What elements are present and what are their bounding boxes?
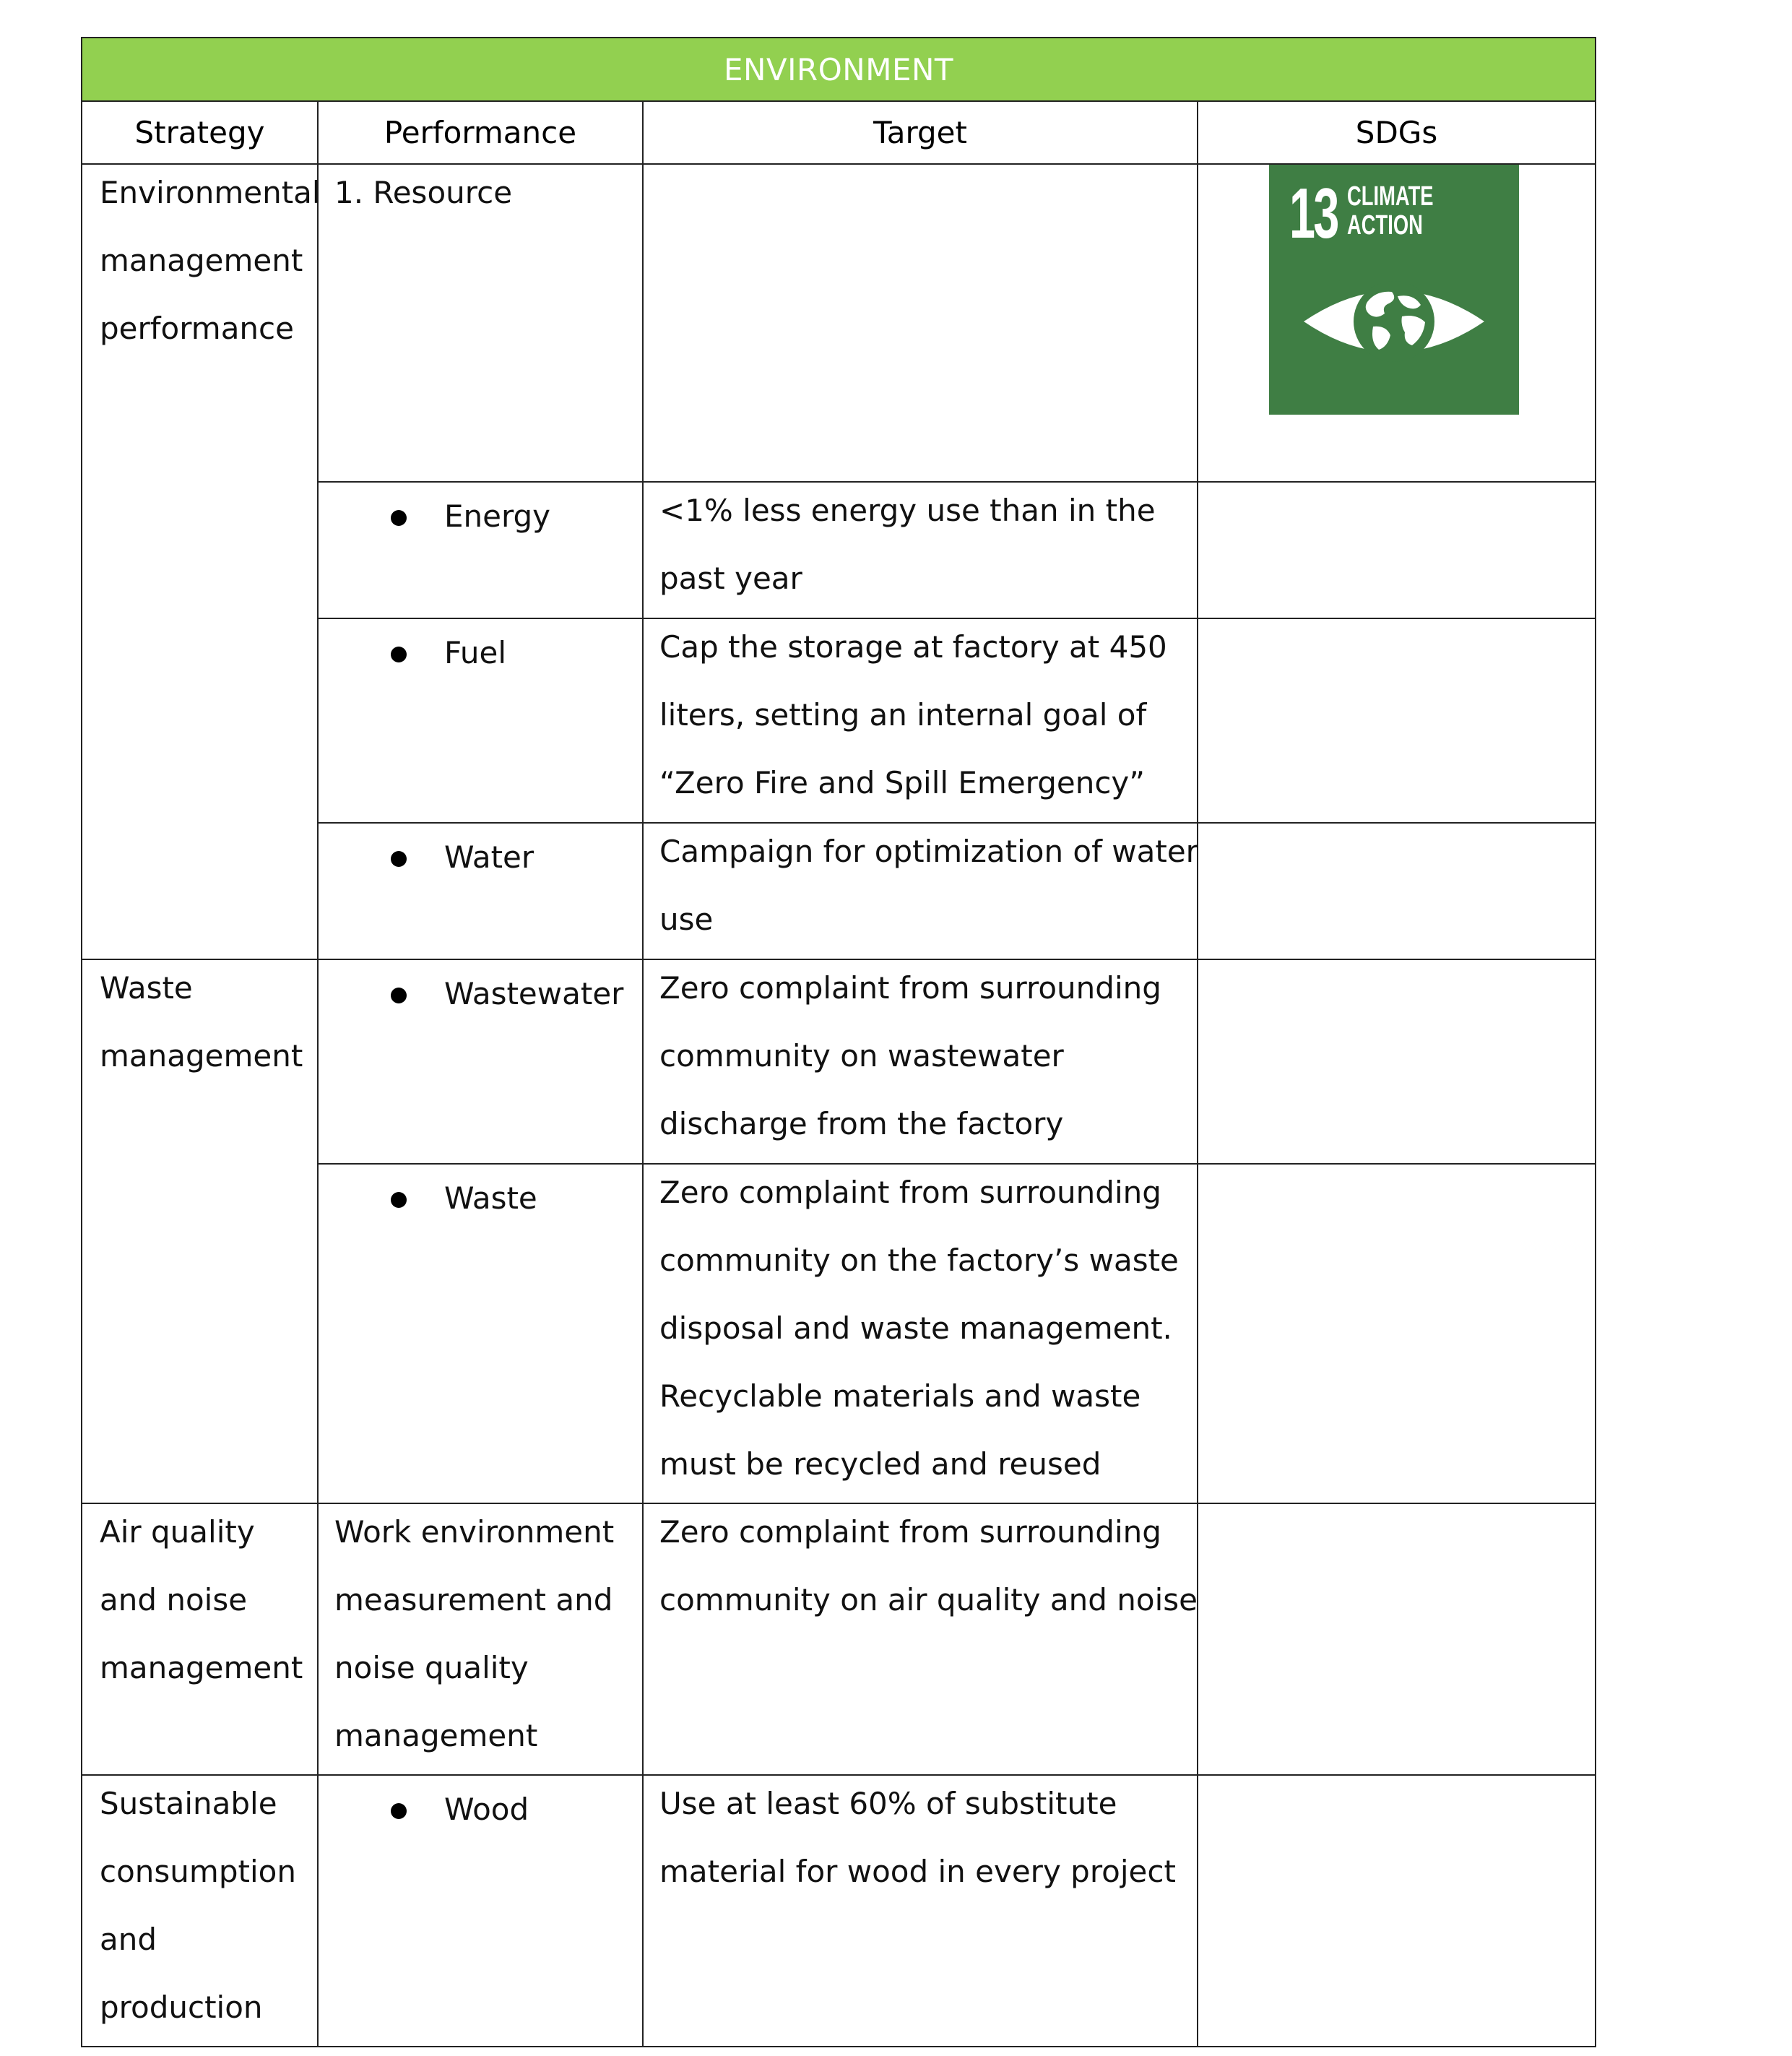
target-text: Recyclable materials and waste <box>659 1378 1141 1414</box>
target-cell <box>643 823 1198 959</box>
strategy-cell <box>82 1775 318 2047</box>
performance-text: Wood <box>444 1792 529 1827</box>
target-cell <box>643 618 1198 823</box>
target-cell <box>643 164 1198 482</box>
target-text: material for wood in every project <box>659 1854 1176 1889</box>
strategy-text: performance <box>100 311 294 346</box>
target-text: must be recycled and reused <box>659 1446 1101 1482</box>
performance-text: Waste <box>444 1180 537 1216</box>
performance-text: Energy <box>444 498 551 534</box>
performance-text: Work environment <box>334 1514 615 1550</box>
performance-cell <box>318 1503 643 1775</box>
header-strategy: Strategy <box>82 101 318 164</box>
target-text: past year <box>659 561 802 596</box>
strategy-text: and noise <box>100 1582 248 1617</box>
sdg-number: 13 <box>1289 173 1338 253</box>
bullet-icon <box>391 1192 407 1208</box>
performance-cell <box>318 482 643 618</box>
strategy-cell <box>82 164 321 959</box>
strategy-cell <box>82 959 318 1503</box>
performance-cell <box>318 1164 643 1503</box>
sdg-label <box>1347 182 1434 240</box>
strategy-cell <box>82 1503 318 1775</box>
table-title: ENVIRONMENT <box>82 38 1596 101</box>
environment-table <box>81 37 1596 2047</box>
bullet-icon <box>391 510 407 526</box>
target-cell <box>643 1164 1198 1503</box>
header-performance: Performance <box>318 101 643 164</box>
strategy-text: Sustainable <box>100 1786 277 1821</box>
strategy-text: management <box>100 1650 303 1685</box>
performance-cell <box>318 164 643 482</box>
performance-text: Water <box>444 839 534 875</box>
target-text: use <box>659 902 714 937</box>
target-cell <box>643 959 1198 1164</box>
sdg-cell <box>1198 823 1596 959</box>
target-text: Zero complaint from surrounding <box>659 970 1161 1006</box>
target-text: Zero complaint from surrounding <box>659 1175 1161 1210</box>
sdg-label-line: ACTION <box>1347 210 1423 241</box>
target-text: disposal and waste management. <box>659 1310 1172 1346</box>
strategy-text: Waste <box>100 970 193 1006</box>
target-text: discharge from the factory <box>659 1106 1064 1141</box>
target-text: <1% less energy use than in the <box>659 493 1156 528</box>
earth-eye-icon <box>1301 275 1487 368</box>
sdg-cell <box>1198 164 1596 482</box>
target-text: Cap the storage at factory at 450 <box>659 629 1167 665</box>
target-text: Zero complaint from surrounding <box>659 1514 1161 1550</box>
performance-text: Wastewater <box>444 976 624 1011</box>
target-text: Campaign for optimization of water <box>659 834 1198 869</box>
sdg-cell <box>1198 482 1596 618</box>
table-row <box>82 1775 1596 2047</box>
table-row <box>82 1503 1596 1775</box>
performance-cell <box>318 959 643 1164</box>
target-cell <box>643 1503 1198 1775</box>
bullet-icon <box>391 851 407 867</box>
performance-text: Fuel <box>444 635 506 670</box>
header-sdgs: SDGs <box>1198 101 1596 164</box>
strategy-text: management <box>100 243 303 278</box>
table-row <box>82 959 1596 1164</box>
bullet-icon <box>391 1803 407 1819</box>
target-cell <box>643 482 1198 618</box>
sdg-cell <box>1198 1164 1596 1503</box>
performance-cell <box>318 1775 643 2047</box>
bullet-icon <box>391 988 407 1003</box>
sdg-13-badge <box>1269 165 1519 415</box>
table-row <box>82 164 1596 482</box>
strategy-text: consumption <box>100 1854 296 1889</box>
strategy-text: management <box>100 1038 303 1074</box>
sdg-label-line: CLIMATE <box>1347 181 1434 212</box>
strategy-text: production <box>100 1990 263 2025</box>
target-text: community on air quality and noise <box>659 1582 1198 1617</box>
performance-text: measurement and <box>334 1582 613 1617</box>
header-row <box>82 101 1596 164</box>
target-cell <box>643 1775 1198 2047</box>
target-text: Use at least 60% of substitute <box>659 1786 1117 1821</box>
strategy-text: and <box>100 1922 157 1957</box>
sdg-cell <box>1198 1775 1596 2047</box>
performance-cell <box>318 823 643 959</box>
strategy-text: Environmental <box>100 175 321 210</box>
target-text: liters, setting an internal goal of <box>659 697 1147 733</box>
sdg-cell <box>1198 1503 1596 1775</box>
performance-text: 1. Resource <box>334 175 513 210</box>
target-text: “Zero Fire and Spill Emergency” <box>659 765 1146 800</box>
sdg-cell <box>1198 959 1596 1164</box>
sdg-cell <box>1198 618 1596 823</box>
strategy-text: Air quality <box>100 1514 255 1550</box>
performance-cell <box>318 618 643 823</box>
title-row <box>82 38 1596 101</box>
performance-text: management <box>334 1718 538 1753</box>
target-text: community on wastewater <box>659 1038 1064 1074</box>
target-text: community on the factory’s waste <box>659 1243 1179 1278</box>
performance-text: noise quality <box>334 1650 529 1685</box>
header-target: Target <box>643 101 1198 164</box>
bullet-icon <box>391 647 407 662</box>
